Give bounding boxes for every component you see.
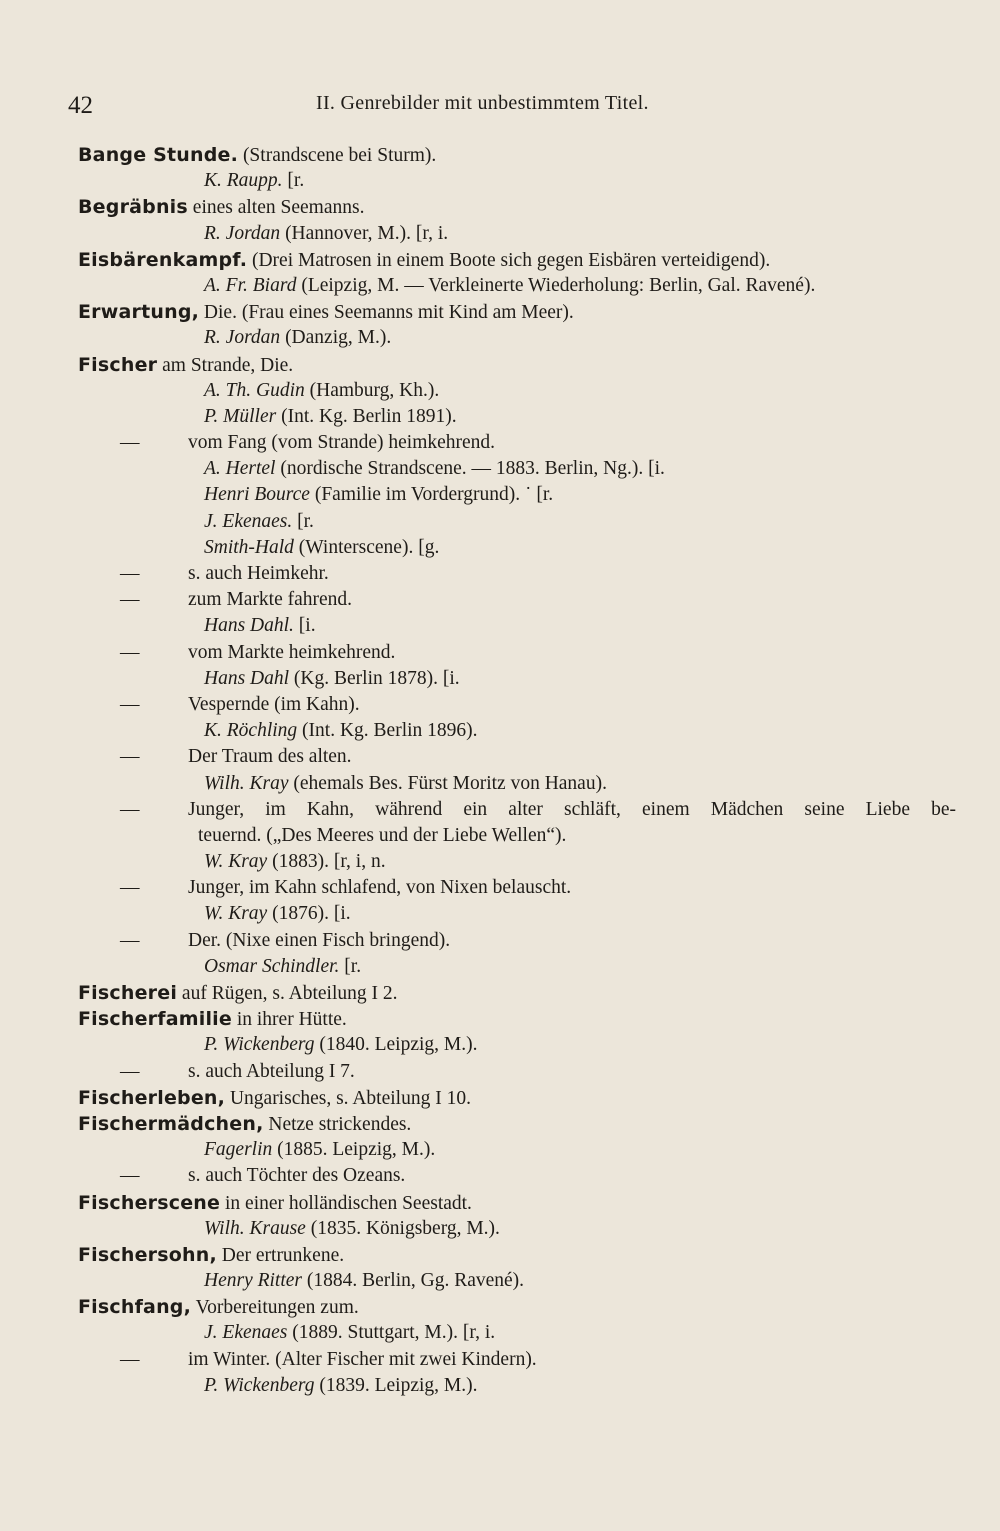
artist-details: (1889. Stuttgart, M.). [r, i. <box>292 1322 496 1344</box>
entry-heading <box>76 1006 956 1032</box>
entry-keyword: Fischerscene <box>78 1191 221 1214</box>
sub-entry-text: s. auch Abteilung I 7. <box>188 1060 355 1082</box>
sub-entry-text: s. auch Töchter des Ozeans. <box>188 1165 406 1187</box>
artist-details: (nordische Strandscene. — 1883. Berlin, Ng.). [i. <box>280 458 665 480</box>
artist-name: Fagerlin <box>204 1139 273 1161</box>
artist-name: Smith-Hald <box>204 536 294 558</box>
repeat-dash: — <box>120 589 140 611</box>
sub-entry-text: vom Markte heimkehrend. <box>188 641 396 663</box>
sub-entry-text: Vespernde (im Kahn). <box>188 693 360 715</box>
artist-details: [i. <box>298 615 316 637</box>
sub-entry-text: zum Markte fahrend. <box>188 589 353 611</box>
artist-details: (1840. Leipzig, M.). <box>319 1034 478 1056</box>
artist-line <box>76 273 956 299</box>
artist-line <box>76 901 956 927</box>
artist-details: [r. <box>287 170 305 192</box>
entry-keyword: Fischer <box>78 353 158 376</box>
entry-heading <box>76 1111 956 1137</box>
entry-keyword: Begräbnis <box>78 196 188 219</box>
sub-entry-text: Junger, im Kahn, während ein alter schläft, einem Mädchen seine Liebe be- <box>188 798 956 820</box>
artist-line <box>76 1320 956 1346</box>
entry-list <box>76 142 956 1399</box>
artist-details: (Int. Kg. Berlin 1891). <box>281 405 457 427</box>
artist-name: Osmar Schindler. <box>204 955 340 977</box>
entry-description: Netze strickendes. <box>268 1113 412 1135</box>
sub-entry-continuation <box>76 823 956 849</box>
artist-line <box>76 666 956 692</box>
artist-line <box>76 378 956 404</box>
artist-line <box>76 535 956 561</box>
repeat-dash: — <box>120 929 140 951</box>
entry-keyword: Eisbärenkampf. <box>78 248 248 271</box>
entry-keyword: Fischerfamilie <box>78 1008 232 1031</box>
artist-name: Henry Ritter <box>204 1270 303 1292</box>
artist-details: (Danzig, M.). <box>285 327 392 349</box>
artist-name: R. Jordan <box>204 222 281 244</box>
sub-entry-text: Der Traum des alten. <box>188 746 352 768</box>
artist-name: Hans Dahl. <box>204 615 294 637</box>
artist-details: (Kg. Berlin 1878). [i. <box>293 667 460 689</box>
entry-heading <box>76 352 956 378</box>
page-number: 42 <box>68 92 93 119</box>
entry-keyword: Bange Stunde. <box>78 144 239 166</box>
artist-name: A. Fr. Biard <box>204 274 297 296</box>
artist-line <box>76 325 956 351</box>
artist-line <box>76 1032 956 1058</box>
artist-name: Wilh. Krause <box>204 1217 306 1239</box>
entry-heading <box>76 1085 956 1111</box>
page-header <box>68 92 940 122</box>
sub-entry-text: teuernd. („Des Meeres und der Liebe Wellen“). <box>198 824 567 846</box>
artist-details: (1883). [r, i, n. <box>272 851 386 873</box>
repeat-dash: — <box>120 1165 140 1187</box>
sub-entry <box>76 640 956 666</box>
entry-keyword: Fischerleben, <box>78 1086 226 1109</box>
artist-name: P. Wickenberg <box>204 1034 315 1056</box>
artist-details: (1876). [i. <box>272 903 351 925</box>
artist-line <box>76 1216 956 1242</box>
sub-entry-text: Junger, im Kahn schlafend, von Nixen belauscht. <box>188 877 572 899</box>
sub-entry <box>76 928 956 954</box>
artist-details: (Hannover, M.). [r, i. <box>285 222 449 244</box>
repeat-dash: — <box>120 746 140 768</box>
sub-entry <box>76 561 956 587</box>
artist-name: A. Th. Gudin <box>204 379 305 401</box>
entry-keyword: Fischfang, <box>78 1296 192 1319</box>
entry-description: am Strande, Die. <box>162 354 294 376</box>
artist-line <box>76 221 956 247</box>
entry-description: Der ertrunkene. <box>221 1244 345 1266</box>
artist-name: Henri Bource <box>204 484 310 506</box>
artist-line <box>76 954 956 980</box>
entry-description: Die. (Frau eines Seemanns mit Kind am Meer). <box>203 302 574 324</box>
artist-line <box>76 456 956 482</box>
artist-line <box>76 849 956 875</box>
entry-description: in ihrer Hütte. <box>236 1009 347 1031</box>
entry-description: eines alten Seemanns. <box>192 197 365 219</box>
artist-line <box>76 1268 956 1294</box>
artist-line <box>76 1137 956 1163</box>
artist-name: W. Kray <box>204 851 268 873</box>
artist-line <box>76 404 956 430</box>
sub-entry <box>76 1347 956 1373</box>
entry-heading <box>76 1242 956 1268</box>
artist-name: K. Röchling <box>204 720 298 742</box>
repeat-dash: — <box>120 1060 140 1082</box>
artist-name: A. Hertel <box>204 458 276 480</box>
entry-description: (Drei Matrosen in einem Boote sich gegen Eisbären verteidigend). <box>251 249 771 271</box>
artist-name: Hans Dahl <box>204 667 290 689</box>
artist-name: R. Jordan <box>204 327 281 349</box>
artist-details: (Leipzig, M. — Verkleinerte Wiederholung: Berlin, Gal. Ravené). <box>301 274 816 296</box>
artist-name: P. Wickenberg <box>204 1374 315 1396</box>
artist-line <box>76 1373 956 1399</box>
artist-details: (Hamburg, Kh.). <box>309 379 440 401</box>
artist-name: J. Ekenaes. <box>204 510 293 532</box>
entry-keyword: Fischersohn, <box>78 1243 217 1266</box>
entry-description: auf Rügen, s. Abteilung I 2. <box>181 983 398 1004</box>
entry-description: Vorbereitungen zum. <box>195 1297 359 1319</box>
artist-details: (Familie im Vordergrund). ˙ [r. <box>314 484 554 506</box>
artist-details: (1835. Königsberg, M.). <box>310 1217 500 1239</box>
repeat-dash: — <box>120 798 140 820</box>
repeat-dash: — <box>120 641 140 663</box>
artist-details: (Winterscene). [g. <box>298 536 440 558</box>
sub-entry-text: s. auch Heimkehr. <box>188 563 329 584</box>
entry-keyword: Fischerei <box>78 982 178 1004</box>
sub-entry <box>76 875 956 901</box>
artist-line <box>76 482 956 508</box>
artist-name: K. Raupp. <box>204 170 283 192</box>
entry-heading <box>76 980 956 1006</box>
running-title: II. Genrebilder mit unbestimmtem Titel. <box>316 92 649 114</box>
repeat-dash: — <box>120 693 140 715</box>
sub-entry-text: im Winter. (Alter Fischer mit zwei Kindern). <box>188 1348 537 1370</box>
sub-entry <box>76 797 956 823</box>
sub-entry <box>76 692 956 718</box>
entry-description: (Strandscene bei Sturm). <box>242 145 437 166</box>
repeat-dash: — <box>120 1348 140 1370</box>
artist-details: (1885. Leipzig, M.). <box>277 1139 436 1161</box>
sub-entry <box>76 744 956 770</box>
entry-heading <box>76 1294 956 1320</box>
artist-details: (Int. Kg. Berlin 1896). <box>302 720 478 742</box>
artist-line <box>76 168 956 194</box>
entry-heading <box>76 194 956 220</box>
entry-keyword: Erwartung, <box>78 301 200 324</box>
artist-line <box>76 613 956 639</box>
artist-details: (1839. Leipzig, M.). <box>319 1374 478 1396</box>
sub-entry <box>76 1163 956 1189</box>
artist-line <box>76 509 956 535</box>
artist-name: P. Müller <box>204 405 277 427</box>
entry-heading <box>76 142 956 168</box>
artist-name: W. Kray <box>204 903 268 925</box>
entry-heading <box>76 247 956 273</box>
repeat-dash: — <box>120 563 140 584</box>
sub-entry-text: vom Fang (vom Strande) heimkehrend. <box>188 432 496 454</box>
artist-details: (1884. Berlin, Gg. Ravené). <box>306 1270 525 1292</box>
artist-details: [r. <box>344 955 362 977</box>
entry-heading <box>76 1190 956 1216</box>
entry-heading <box>76 299 956 325</box>
artist-line <box>76 718 956 744</box>
repeat-dash: — <box>120 432 140 454</box>
artist-details: [r. <box>297 510 314 532</box>
entry-description: Ungarisches, s. Abteilung I 10. <box>229 1087 471 1109</box>
artist-details: (ehemals Bes. Fürst Moritz von Hanau). <box>293 772 607 794</box>
artist-name: J. Ekenaes <box>204 1322 288 1344</box>
artist-line <box>76 771 956 797</box>
sub-entry <box>76 1059 956 1085</box>
entry-keyword: Fischermädchen, <box>78 1112 264 1135</box>
artist-name: Wilh. Kray <box>204 772 289 794</box>
sub-entry-text: Der. (Nixe einen Fisch bringend). <box>188 929 451 951</box>
repeat-dash: — <box>120 877 140 899</box>
sub-entry <box>76 587 956 613</box>
sub-entry <box>76 430 956 456</box>
entry-description: in einer holländischen Seestadt. <box>225 1192 472 1214</box>
